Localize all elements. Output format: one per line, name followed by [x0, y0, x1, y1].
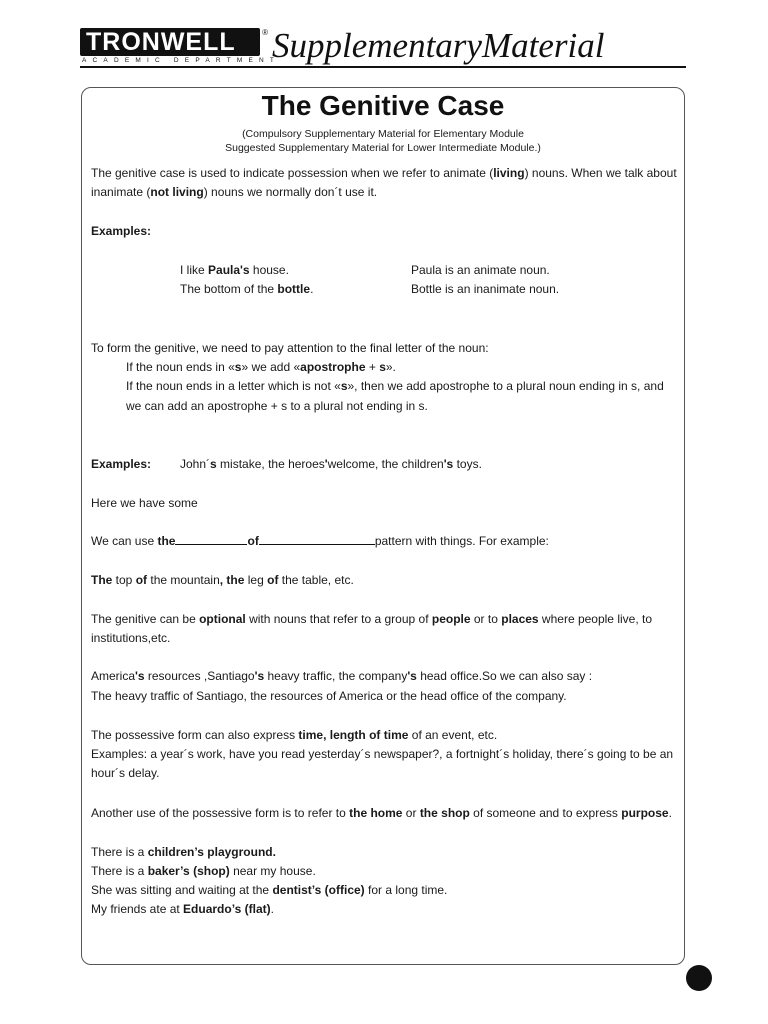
examples-2-heading: Examples:: [91, 457, 152, 471]
optional-line-1: The genitive can be optional with nouns that refer to a group of people or to places where people live, to: [91, 612, 652, 626]
intro-line-1: The genitive case is used to indicate possession when we refer to animate (living) nouns. When we talk about: [91, 166, 677, 180]
home-line: Another use of the possessive form is to refer to the home or the shop of someone and to express purpose.: [91, 806, 672, 820]
form-rule-2: If the noun ends in a letter which is not «s», then we add apostrophe to a plural noun ending in s, and: [126, 379, 664, 393]
page-marker-dot: [686, 965, 712, 991]
sentence-3: She was sitting and waiting at the dentist’s (office) for a long time.: [91, 883, 448, 897]
logo-text: TRONWELL: [86, 28, 236, 56]
subtitle-line-2: Suggested Supplementary Material for Lower Intermediate Module.): [225, 142, 541, 154]
intro-line-2: inanimate (not living) nouns we normally don´t use it.: [91, 185, 378, 199]
brand-logo: [80, 28, 281, 64]
header-title: SupplementaryMaterial: [272, 26, 605, 65]
sentence-4: My friends ate at Eduardo’s (flat).: [91, 902, 274, 916]
example-1: I like Paula's house.: [180, 263, 289, 277]
example-2: The bottom of the bottle.: [180, 282, 314, 296]
blank-1: [175, 533, 247, 545]
blank-2: [259, 533, 375, 545]
logo-registered-mark: ®: [262, 28, 268, 37]
examples-heading: Examples:: [91, 224, 152, 238]
here-line: Here we have some: [91, 496, 198, 510]
time-line-2: Examples: a year´s work, have you read yesterday´s newspaper?, a fortnight´s holiday, there´s going to be an: [91, 747, 674, 761]
time-line-1: The possessive form can also express time, length of time of an event, etc.: [91, 728, 498, 742]
subtitle-line-1: (Compulsory Supplementary Material for Elementary Module: [242, 128, 524, 140]
optional-line-2: institutions,etc.: [91, 631, 171, 645]
form-line-1: To form the genitive, we need to pay attention to the final letter of the noun:: [91, 341, 489, 355]
sentence-2: There is a baker’s (shop) near my house.: [91, 864, 316, 878]
example-1-note: Paula is an animate noun.: [411, 263, 550, 277]
top-of-line: The top of the mountain, the leg of the table, etc.: [91, 573, 354, 587]
content-frame: [81, 87, 685, 965]
america-line-1: America's resources ,Santiago's heavy traffic, the company's head office.So we can also say :: [91, 669, 593, 683]
form-rule-1: If the noun ends in «s» we add «apostrophe + s».: [126, 360, 396, 374]
header-divider: [80, 66, 686, 68]
example-2-note: Bottle is an inanimate noun.: [411, 282, 560, 296]
time-line-3: hour´s delay.: [91, 766, 160, 780]
sentence-1: There is a children’s playground.: [91, 845, 276, 859]
pattern-line: We can use the of pattern with things. For example:: [91, 534, 549, 548]
america-line-2: The heavy traffic of Santiago, the resources of America or the head office of the company.: [91, 689, 567, 703]
form-rule-2-cont: we can add an apostrophe + s to a plural not ending in s.: [126, 399, 428, 413]
page-title: The Genitive Case: [261, 90, 505, 121]
examples-2-text: John´s mistake, the heroes'welcome, the children's toys.: [180, 457, 482, 471]
logo-subtitle: ACADEMIC DEPARTMENT: [82, 57, 281, 64]
